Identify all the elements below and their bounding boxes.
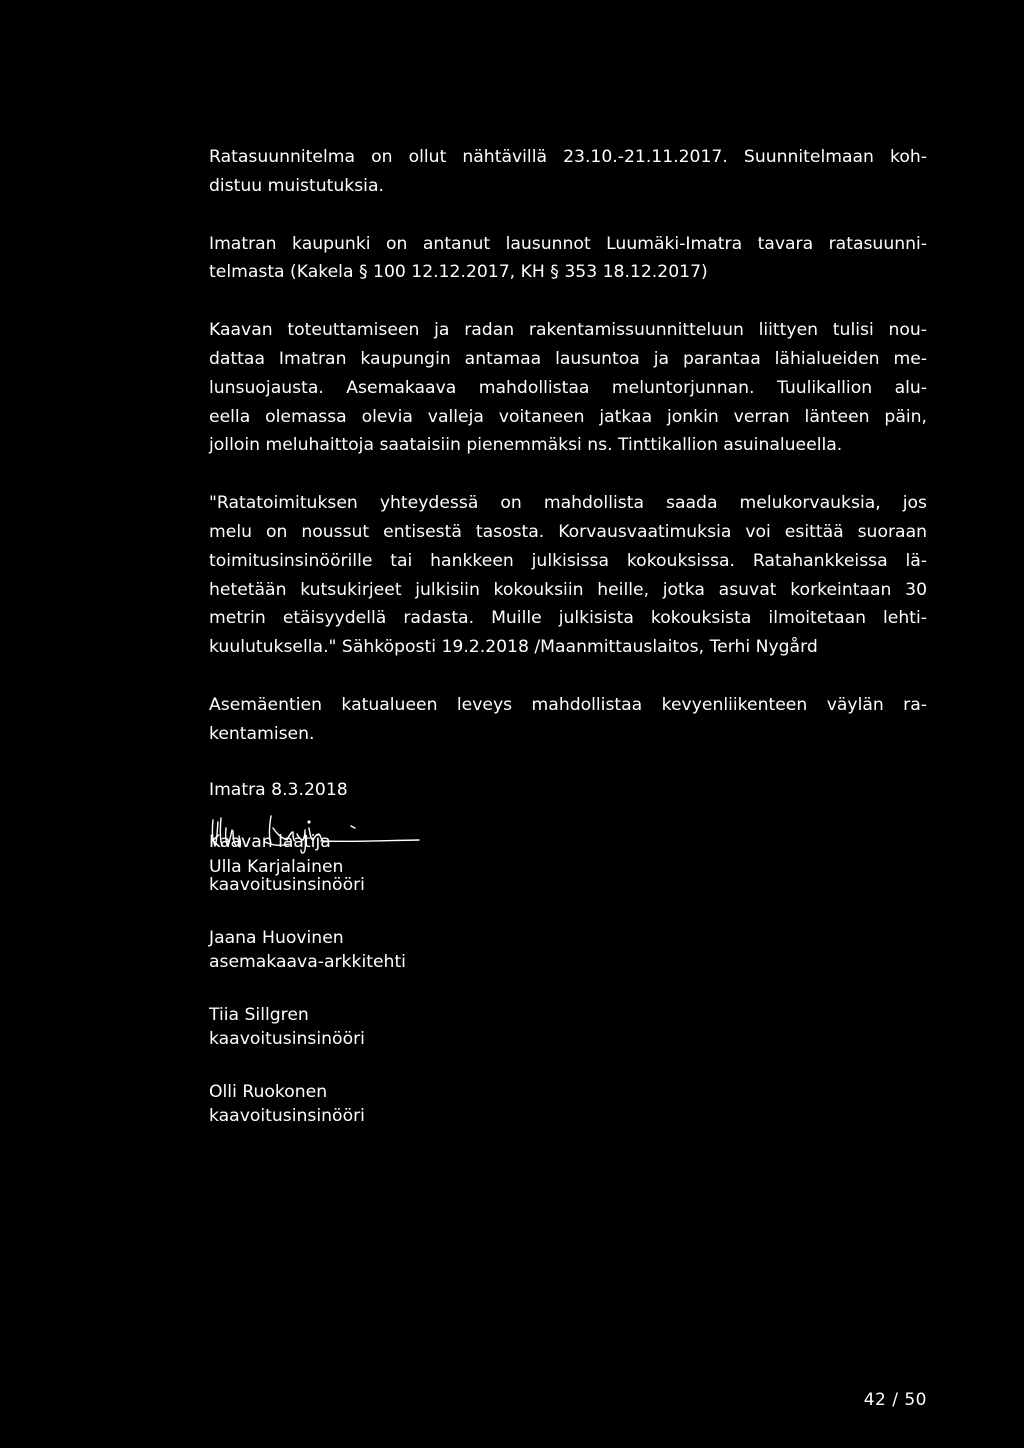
paragraph-noise-compensation-quote [209, 489, 927, 662]
paragraph-plan-display [209, 143, 927, 201]
contributor [209, 926, 927, 975]
paragraph-line: "Ratatoimituksen yhteydessä on mahdollista saada melukorvauksia, jos [209, 493, 927, 514]
contributor-name: Tiia Sillgren [209, 1004, 309, 1025]
handwritten-signature [209, 806, 429, 856]
paragraph-line: metrin etäisyydellä radasta. Muille julkisista kokouksista ilmoitetaan lehti- [209, 608, 927, 629]
paragraph-line: distuu muistutuksia. [209, 175, 384, 196]
paragraph-line: toimitusinsinöörille tai hankkeen julkisissa kokouksissa. Ratahankkeissa lä- [209, 550, 927, 571]
paragraph-line: Kaavan toteuttamiseen ja radan rakentamissuunnitteluun liittyen tulisi nou- [209, 320, 927, 341]
author-title: kaavoitusinsinööri [209, 875, 365, 895]
page-number: 42 / 50 [863, 1390, 927, 1410]
paragraph-line: kuulutuksella." Sähköposti 19.2.2018 /Maanmittauslaitos, Terhi Nygård [209, 637, 818, 658]
paragraph-line: hetetään kutsukirjeet julkisiin kokouksiin heille, jotka asuvat korkeintaan 30 [209, 579, 927, 600]
signatures-section [209, 873, 927, 1129]
contributor-title: kaavoitusinsinööri [209, 1029, 365, 1049]
date-line: Imatra 8.3.2018 [209, 779, 348, 800]
paragraph-street-width [209, 691, 927, 749]
contributor [209, 1080, 927, 1129]
contributor [209, 1003, 927, 1052]
paragraph-line: melu on noussut entisestä tasosta. Korvausvaatimuksia voi esittää suoraan [209, 521, 927, 542]
contributor-title: kaavoitusinsinööri [209, 1106, 365, 1126]
contributor-name: Jaana Huovinen [209, 927, 344, 948]
document-page [209, 143, 927, 879]
paragraph-line: lunsuojausta. Asemakaava mahdollistaa meluntorjunnan. Tuulikallion alu- [209, 377, 927, 398]
paragraph-noise-protection [209, 316, 927, 460]
author-name: Ulla Karjalainen [209, 856, 344, 877]
contributor-name: Olli Ruokonen [209, 1081, 328, 1102]
paragraph-line: dattaa Imatran kaupungin antamaa lausuntoa ja parantaa lähialueiden me- [209, 348, 927, 369]
author-role: Kaavan laatija [209, 832, 331, 853]
paragraph-line: Imatran kaupunki on antanut lausunnot Luumäki-Imatra tavara ratasuunni- [209, 233, 927, 254]
paragraph-city-statements [209, 230, 927, 288]
paragraph-line: Ratasuunnitelma on ollut nähtävillä 23.10.-21.11.2017. Suunnitelmaan koh- [209, 147, 927, 167]
paragraph-line: telmasta (Kakela § 100 12.12.2017, KH § 353 18.12.2017) [209, 262, 708, 283]
paragraph-line: kentamisen. [209, 723, 315, 744]
paragraph-line: eella olemassa olevia valleja voitaneen jatkaa jonkin verran länteen päin, [209, 406, 927, 427]
contributor-title: asemakaava-arkkitehti [209, 952, 406, 972]
paragraph-line: jolloin meluhaittoja saataisiin pienemmäksi ns. Tinttikallion asuinalueella. [209, 435, 843, 456]
paragraph-line: Asemäentien katualueen leveys mahdollistaa kevyenliikenteen väylän ra- [209, 694, 927, 715]
